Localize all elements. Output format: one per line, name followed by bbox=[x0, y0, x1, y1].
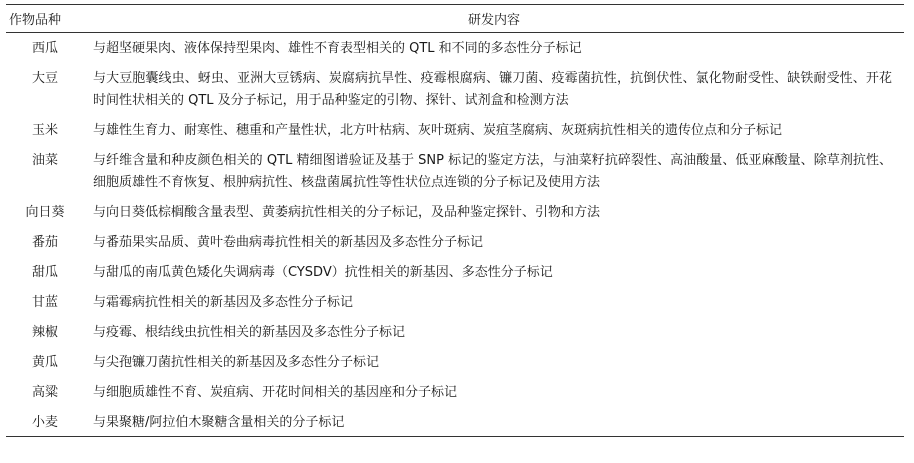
content-cell: 与甜瓜的南瓜黄色矮化失调病毒（CYSDV）抗性相关的新基因、多态性分子标记 bbox=[93, 264, 553, 280]
table-row bbox=[6, 145, 904, 197]
table-row bbox=[6, 197, 904, 227]
crop-cell: 辣椒 bbox=[31, 324, 58, 340]
crop-cell: 黄瓜 bbox=[31, 354, 58, 370]
table-row bbox=[6, 227, 904, 257]
crop-cell: 大豆 bbox=[31, 70, 58, 86]
crop-cell: 向日葵 bbox=[25, 204, 65, 220]
data-table-container bbox=[6, 4, 904, 437]
crop-cell: 高粱 bbox=[31, 384, 58, 400]
content-cell: 与超坚硬果肉、液体保持型果肉、雄性不育表型相关的 QTL 和不同的多态性分子标记 bbox=[93, 41, 582, 56]
table-row bbox=[6, 63, 904, 115]
content-cell: 与果聚糖/阿拉伯木聚糖含量相关的分子标记 bbox=[93, 414, 345, 430]
content-cell: 与细胞质雄性不育、炭疽病、开花时间相关的基因座和分子标记 bbox=[93, 384, 458, 400]
content-cell: 与尖孢镰刀菌抗性相关的新基因及多态性分子标记 bbox=[93, 354, 380, 370]
table-header-row bbox=[6, 5, 904, 33]
content-cell: 与纤维含量和种皮颜色相关的 QTL 精细图谱验证及基于 SNP 标记的鉴定方法，与油菜籽抗碎裂性、高油酸量、低亚麻酸量、除草剂抗性、细胞质雄性不育恢复、根肿病抗性、核盘菌属抗性等性状位点连锁的分子标记及使用方法 bbox=[93, 152, 892, 190]
table-row bbox=[6, 115, 904, 145]
crop-cell: 油菜 bbox=[31, 152, 58, 168]
table-row bbox=[6, 33, 904, 63]
content-cell: 与向日葵低棕榈酸含量表型、黄萎病抗性相关的分子标记，及品种鉴定探针、引物和方法 bbox=[93, 204, 601, 220]
table-row bbox=[6, 377, 904, 407]
content-cell: 与雄性生育力、耐寒性、穗重和产量性状，北方叶枯病、灰叶斑病、炭疽茎腐病、灰斑病抗性相关的遗传位点和分子标记 bbox=[93, 122, 783, 138]
table-row bbox=[6, 257, 904, 287]
content-cell: 与霜霉病抗性相关的新基因及多态性分子标记 bbox=[93, 294, 354, 310]
table-row bbox=[6, 407, 904, 437]
content-cell: 与大豆胞囊线虫、蚜虫、亚洲大豆锈病、炭腐病抗旱性、疫霉根腐病、镰刀菌、疫霉菌抗性，抗倒伏性、氯化物耐受性、缺铁耐受性、开花时间性状相关的 QTL 及分子标记，用于品种鉴定的引物、探针、试剂盒和检测方法 bbox=[93, 70, 892, 108]
crop-cell: 番茄 bbox=[31, 234, 58, 250]
crop-cell: 西瓜 bbox=[31, 41, 58, 56]
crop-cell: 小麦 bbox=[31, 414, 58, 430]
table-row bbox=[6, 317, 904, 347]
crop-research-table bbox=[6, 4, 904, 437]
crop-cell: 甘蓝 bbox=[31, 294, 58, 310]
content-cell: 与疫霉、根结线虫抗性相关的新基因及多态性分子标记 bbox=[93, 324, 406, 340]
content-cell: 与番茄果实品质、黄叶卷曲病毒抗性相关的新基因及多态性分子标记 bbox=[93, 234, 484, 250]
header-content: 研发内容 bbox=[467, 13, 520, 28]
crop-cell: 甜瓜 bbox=[31, 264, 58, 280]
table-row bbox=[6, 287, 904, 317]
crop-cell: 玉米 bbox=[31, 122, 58, 138]
table-row bbox=[6, 347, 904, 377]
header-crop: 作物品种 bbox=[9, 13, 62, 28]
